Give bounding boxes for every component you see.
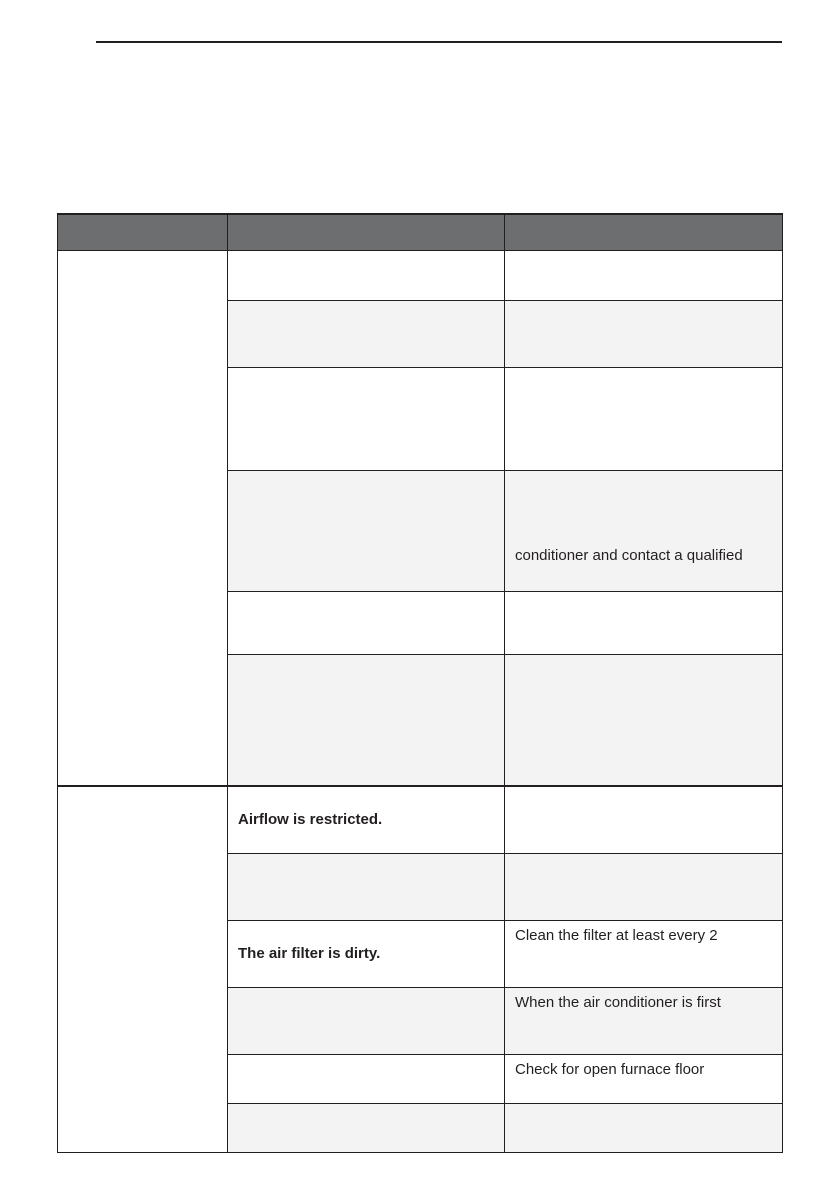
cause-cell: [228, 988, 505, 1055]
cause-cell: [228, 368, 505, 471]
cause-cell: [228, 471, 505, 592]
header-problem: [58, 214, 228, 251]
cause-cell: [228, 854, 505, 921]
solution-cell: [505, 368, 783, 471]
solution-cell: [505, 251, 783, 301]
cause-cell: [228, 251, 505, 301]
problem-cell: [58, 251, 228, 786]
cause-cell: [228, 1104, 505, 1153]
cause-cell: [228, 655, 505, 786]
cause-cell: [228, 592, 505, 655]
cause-cell: The air filter is dirty.: [228, 921, 505, 988]
cause-cell: [228, 1055, 505, 1104]
problem-cell: [58, 786, 228, 1153]
header-rule: [96, 41, 782, 43]
cause-cell: [228, 301, 505, 368]
solution-cell: [505, 1104, 783, 1153]
header-solution: [505, 214, 783, 251]
solution-cell: conditioner and contact a qualified: [505, 471, 783, 592]
solution-cell: Check for open furnace floor: [505, 1055, 783, 1104]
solution-cell: [505, 655, 783, 786]
solution-cell: [505, 592, 783, 655]
table-header-row: [58, 214, 783, 251]
solution-cell: When the air conditioner is first: [505, 988, 783, 1055]
cause-cell: Airflow is restricted.: [228, 786, 505, 854]
header-possible-cause: [228, 214, 505, 251]
solution-cell: [505, 854, 783, 921]
solution-cell: Clean the filter at least every 2: [505, 921, 783, 988]
table-row: [58, 786, 783, 854]
solution-cell: [505, 301, 783, 368]
solution-cell: [505, 786, 783, 854]
table-row: [58, 251, 783, 301]
troubleshooting-table: [57, 213, 783, 1153]
